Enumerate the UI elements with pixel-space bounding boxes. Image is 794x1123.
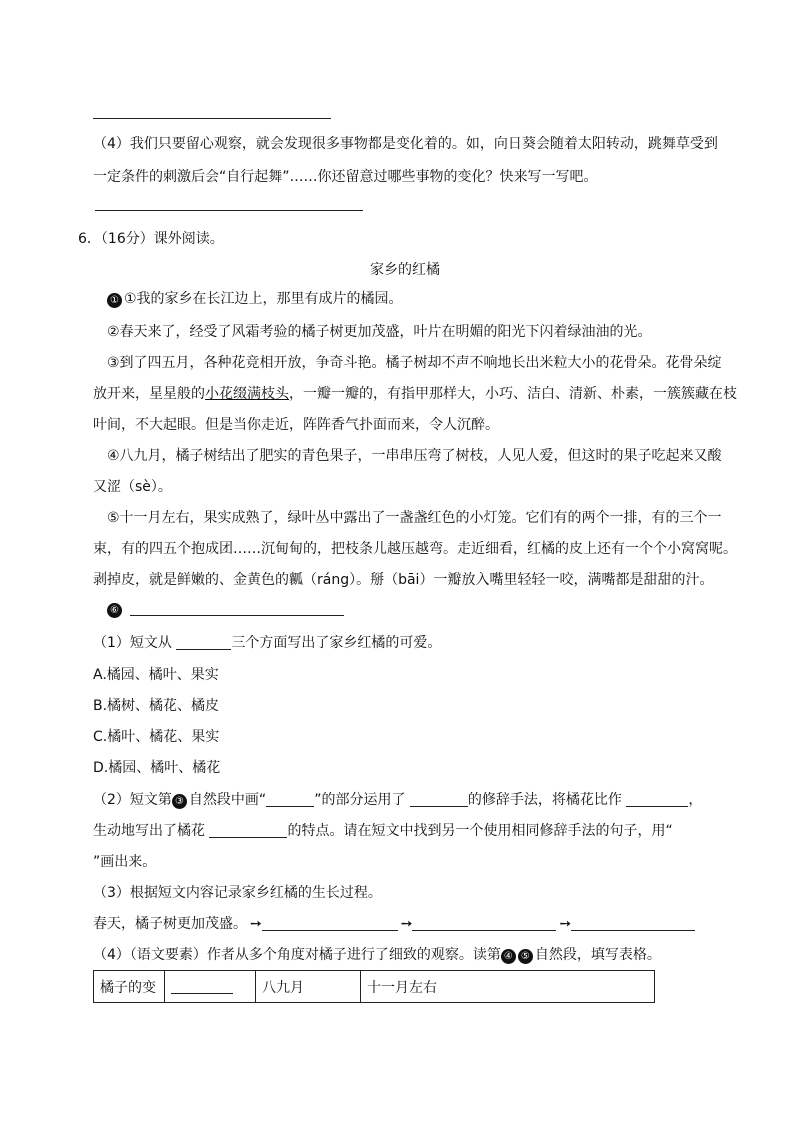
answer-line[interactable] [93, 118, 331, 119]
table-row [94, 971, 655, 1003]
circle-number: ① [107, 293, 122, 308]
arrow-right-icon: ➙ [250, 916, 262, 932]
paragraph-4-line2: 又涩（sè）。 [93, 479, 172, 495]
paragraph-2: ②春天来了，经受了风霜考验的橘子树更加茂盛，叶片在明媚的阳光下闪着绿油油的光。 [107, 324, 652, 340]
option-a[interactable]: A.橘园、橘叶、果实 [93, 667, 219, 683]
paragraph-3-line2: 放开来，星星般的小花缀满枝头，一瓣一瓣的，有指甲那样大，小巧、洁白、清新、朴素，一簇簇藏在枝 [93, 386, 737, 402]
blank[interactable] [410, 791, 468, 807]
observation-table [93, 970, 655, 1003]
paragraph-5-line1: ⑤十一月左右，果实成熟了，绿叶丛中露出了一盏盏红色的小灯笼。它们有的两个一排，有的三个一 [107, 510, 722, 526]
arrow-right-icon: ➙ [400, 916, 413, 932]
paragraph-4-line1: ④八九月，橘子树结出了肥实的青色果子，一串串压弯了树枝，人见人爱，但这时的果子吃起来又酸 [107, 448, 722, 464]
subq1-stem: （1）短文从 三个方面写出了家乡红橘的可爱。 [93, 635, 442, 651]
subq2-line1: （2）短文第 ③ 自然段中画“ ”的部分运用了 的修辞手法，将橘花比作 ， [93, 792, 703, 808]
blank[interactable] [266, 791, 314, 807]
answer-line[interactable] [95, 210, 363, 211]
growth-process: 春天，橘子树更加茂盛。 ➙ ➙ ➙ [93, 913, 695, 933]
option-b[interactable]: B.橘树、橘花、橘皮 [93, 698, 220, 714]
answer-line[interactable] [130, 615, 344, 616]
q4-line2: 一定条件的刺激后会“自行起舞”……你还留意过哪些事物的变化？快来写一写吧。 [93, 169, 598, 185]
paragraph-6 [107, 601, 124, 618]
subq2-line2: 生动地写出了橘花 的特点。请在短文中找到另一个使用相同修辞手法的句子，用“ [93, 823, 673, 839]
subq4-stem: （4）（语文要素）作者从多个角度对橘子进行了细致的观察。读第 ④ ⑤ 自然段，填写表格。 [93, 947, 661, 963]
circle-number: ⑤ [518, 949, 533, 964]
arrow-right-icon: ➙ [559, 916, 572, 932]
question-6-header: 6．（16分）课外阅读。 [78, 231, 224, 247]
option-d[interactable]: D.橘园、橘叶、橘花 [93, 760, 221, 776]
table-cell: 八九月 [256, 971, 361, 1003]
article-title: 家乡的红橘 [370, 262, 440, 278]
blank[interactable] [412, 915, 556, 931]
circle-number: ⑥ [107, 603, 122, 618]
subq2-line3: ”画出来。 [93, 854, 157, 870]
paragraph-1: ① ①我的家乡在长江边上，那里有成片的橘园。 [107, 288, 403, 308]
circle-number: ③ [172, 794, 187, 809]
table-cell: 十一月左右 [361, 971, 655, 1003]
paragraph-3-line1: ③到了四五月，各种花竞相开放，争奇斗艳。橘子树却不声不响地长出米粒大小的花骨朵。花骨朵绽 [107, 355, 722, 371]
table-cell: 橘子的变 [94, 971, 165, 1003]
underlined-phrase: 小花缀满枝头 [205, 386, 289, 402]
subq3-stem: （3）根据短文内容记录家乡红橘的生长过程。 [93, 885, 382, 901]
blank[interactable] [209, 822, 287, 838]
table-cell[interactable] [165, 971, 256, 1003]
blank[interactable] [626, 791, 688, 807]
q4-line1: （4）我们只要留心观察，就会发现很多事物都是变化着的。如，向日葵会随着太阳转动，跳舞草受到 [93, 136, 718, 152]
blank[interactable] [571, 915, 695, 931]
blank[interactable] [176, 634, 231, 650]
blank[interactable] [262, 915, 398, 931]
paragraph-5-line2: 束，有的四五个抱成团……沉甸甸的，把枝条儿越压越弯。走近细看，红橘的皮上还有一个个小窝窝呢。 [93, 541, 737, 557]
paragraph-3-line3: 叶间，不大起眼。但是当你走近，阵阵香气扑面而来，令人沉醉。 [93, 417, 499, 433]
blank[interactable] [171, 978, 233, 994]
circle-number: ④ [501, 949, 516, 964]
option-c[interactable]: C.橘叶、橘花、果实 [93, 729, 220, 745]
paragraph-5-line3: 剥掉皮，就是鲜嫩的、金黄色的瓤（ráng）。掰（bāi）一瓣放入嘴里轻轻一咬，满嘴都是甜甜的汁。 [93, 572, 714, 588]
